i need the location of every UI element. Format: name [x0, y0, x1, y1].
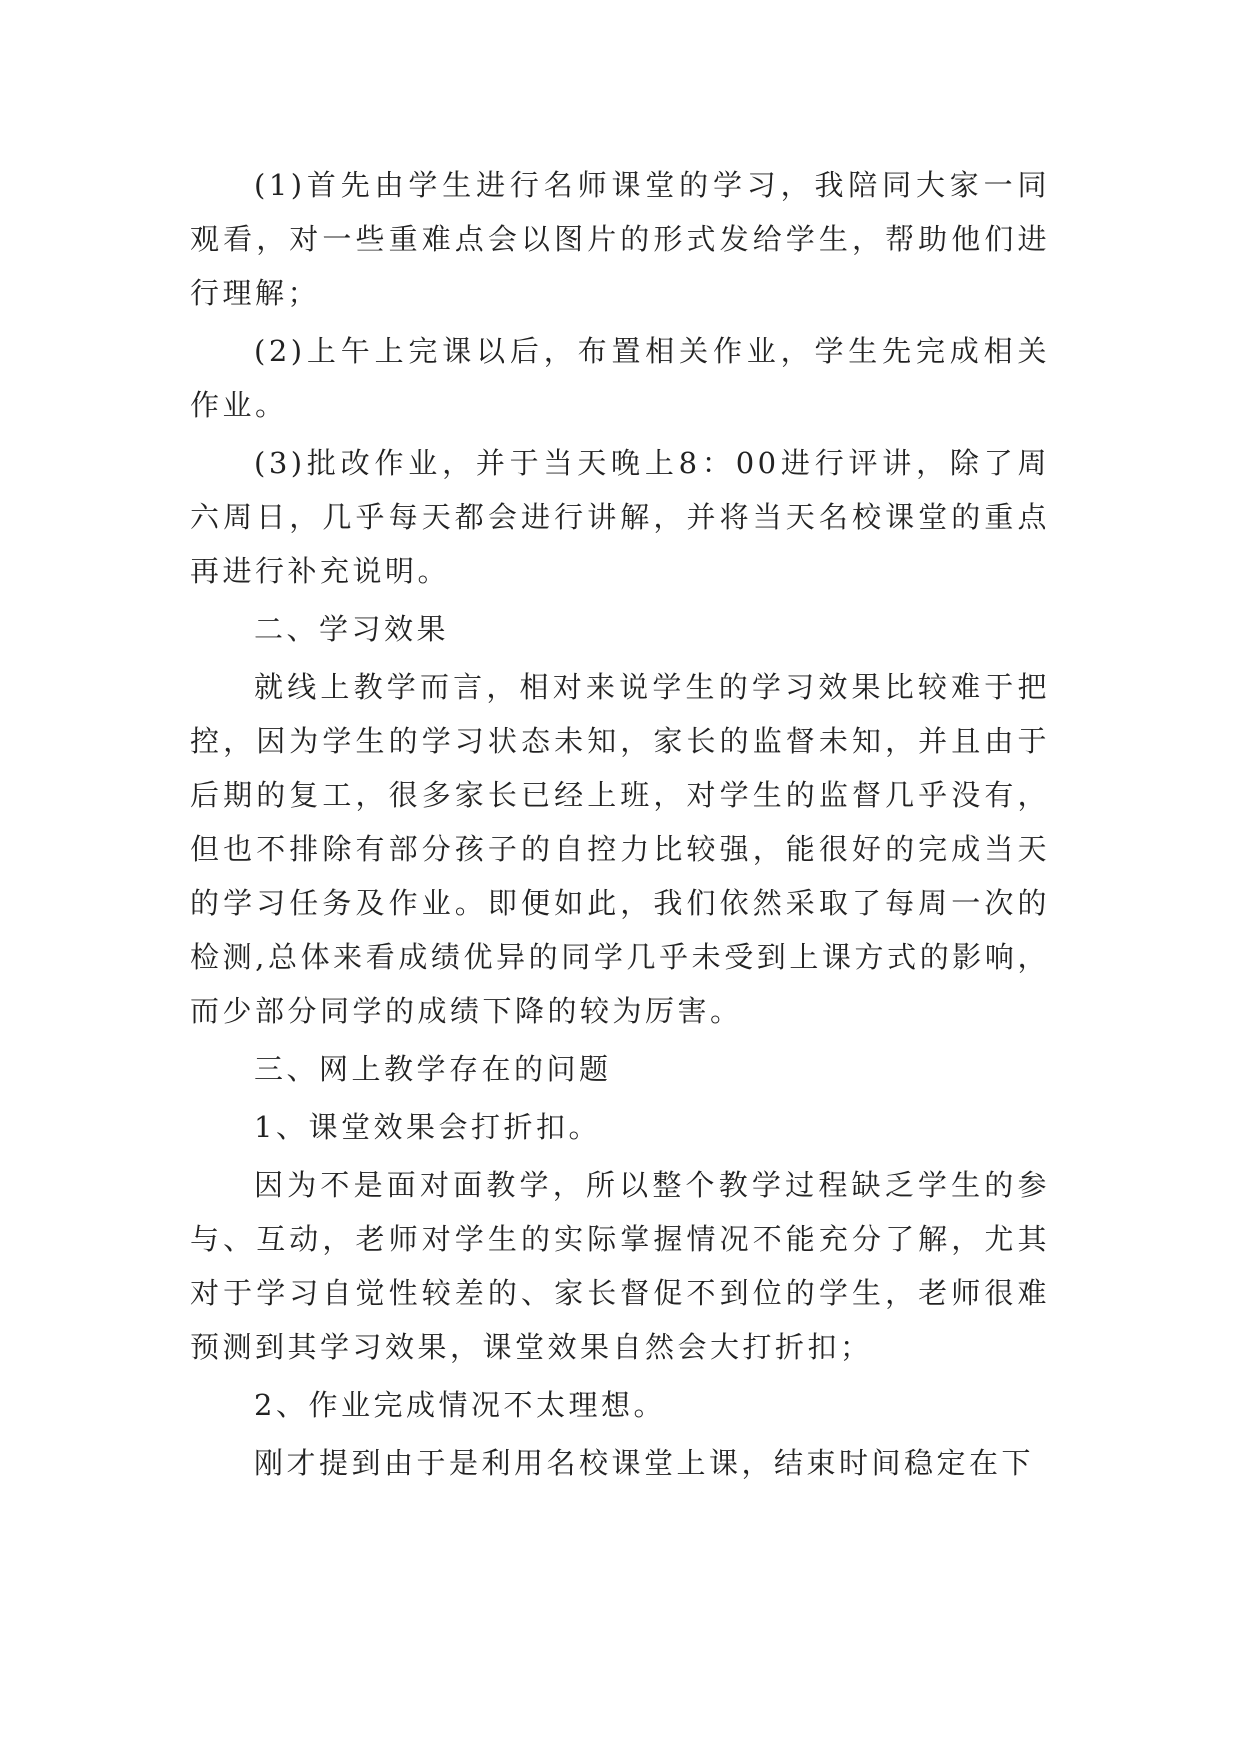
- section-heading-problems: 三、网上教学存在的问题: [254, 1052, 612, 1086]
- paragraph-problem-1: 因为不是面对面教学，所以整个教学过程缺乏学生的参与、互动，老师对学生的实际掌握情况不能充分了解，尤其对于学习自觉性较差的、家长督促不到位的学生，老师很难预测到其学习效果，课堂效果自然会大打折扣；: [190, 1168, 1050, 1364]
- subheading-problem-1: 1、课堂效果会打折扣。: [254, 1110, 601, 1144]
- section-heading-learning-effect: 二、学习效果: [254, 612, 450, 646]
- paragraph-learning-effect: 就线上教学而言，相对来说学生的学习效果比较难于把控，因为学生的学习状态未知，家长的监督未知，并且由于后期的复工，很多家长已经上班，对学生的监督几乎没有，但也不排除有部分孩子的自控力比较强，能很好的完成当天的学习任务及作业。即便如此，我们依然采取了每周一次的检测,总体来看成绩优异的同学几乎未受到上课方式的影响，而少部分同学的成绩下降的较为厉害。: [190, 670, 1050, 1028]
- paragraph-step-1: (1)首先由学生进行名师课堂的学习，我陪同大家一同观看，对一些重难点会以图片的形式发给学生，帮助他们进行理解；: [190, 168, 1050, 310]
- paragraph-step-3: (3)批改作业，并于当天晚上8：00进行评讲，除了周六周日，几乎每天都会进行讲解，并将当天名校课堂的重点再进行补充说明。: [190, 446, 1050, 588]
- paragraph-problem-2: 刚才提到由于是利用名校课堂上课，结束时间稳定在下: [254, 1446, 1035, 1480]
- document-body: [190, 158, 1050, 1494]
- paragraph-step-2: (2)上午上完课以后，布置相关作业，学生先完成相关作业。: [190, 334, 1050, 422]
- subheading-problem-2: 2、作业完成情况不太理想。: [254, 1388, 666, 1422]
